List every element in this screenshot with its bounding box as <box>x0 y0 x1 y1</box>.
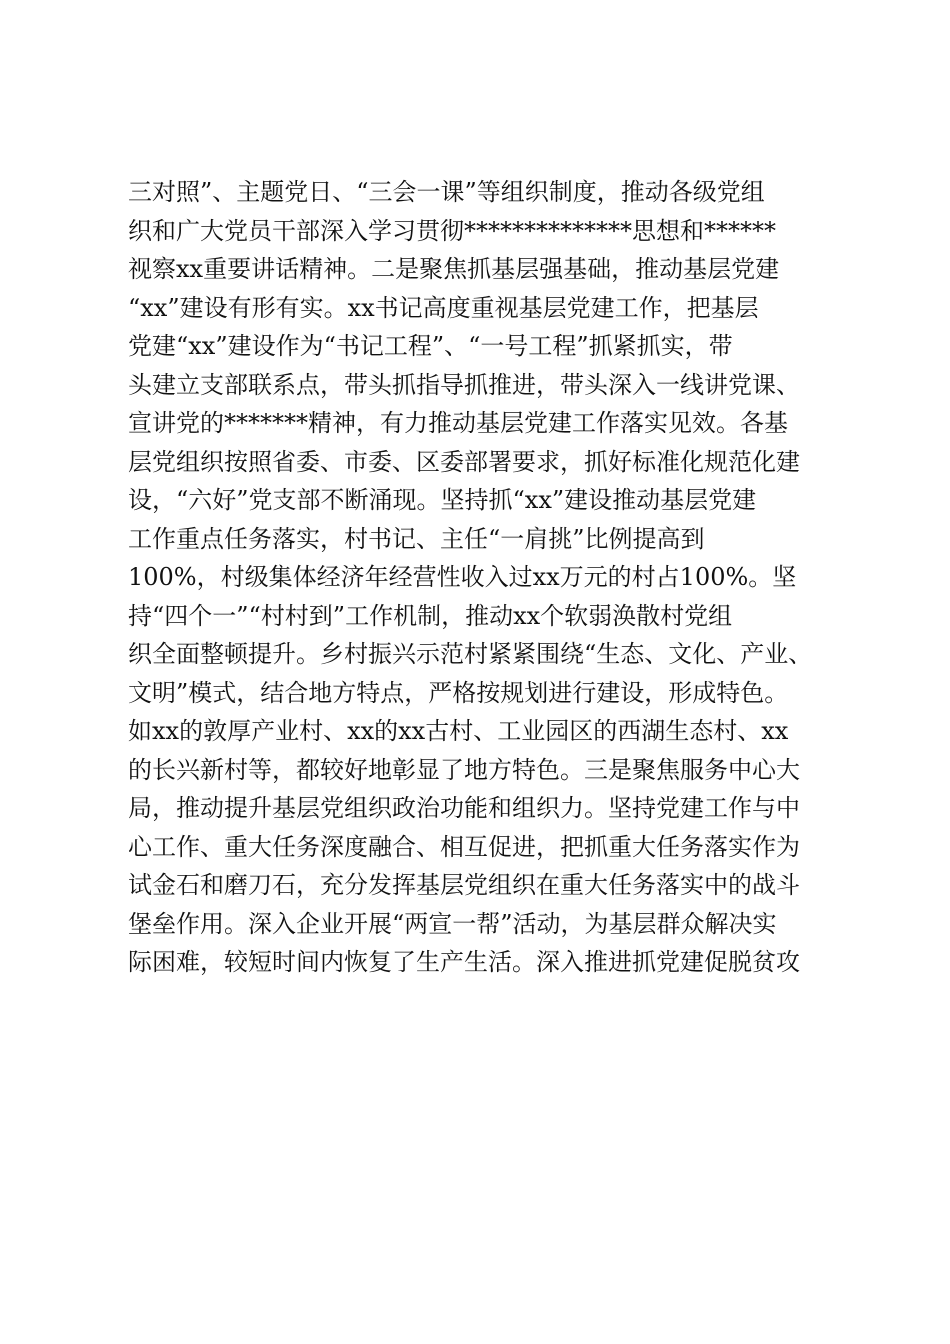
text-line: 设，“六好”党支部不断涌现。坚持抓“xx”建设推动基层党建 <box>128 486 757 514</box>
text-line: 堡垒作用。深入企业开展“两宣一帮”活动，为基层群众解决实 <box>128 909 777 938</box>
text-line: 的长兴新村等，都较好地彰显了地方特色。三是聚焦服务中心大 <box>128 755 800 784</box>
text-line: 际困难，较短时间内恢复了生产生活。深入推进抓党建促脱贫攻 <box>128 948 800 976</box>
body-text <box>128 173 848 982</box>
text-line: 试金石和磨刀石，充分发挥基层党组织在重大任务落实中的战斗 <box>128 871 800 899</box>
text-line: “xx”建设有形有实。xx书记高度重视基层党建工作，把基层 <box>128 293 759 322</box>
text-line: 头建立支部联系点，带头抓指导抓推进，带头深入一线讲党课、 <box>128 370 800 399</box>
text-line: 局，推动提升基层党组织政治功能和组织力。坚持党建工作与中 <box>128 794 800 822</box>
text-line: 宣讲党的*******精神，有力推动基层党建工作落实见效。各基 <box>128 409 788 437</box>
text-line: 心工作、重大任务深度融合、相互促进，把抓重大任务落实作为 <box>128 832 800 861</box>
text-line: 100%，村级集体经济年经营性收入过xx万元的村占100%。坚 <box>128 563 797 591</box>
text-line: 织和广大党员干部深入学习贯彻**************思想和****** <box>128 216 776 245</box>
text-line: 文明”模式，结合地方特点，严格按规划进行建设，形成特色。 <box>128 678 789 707</box>
text-line: 工作重点任务落实，村书记、主任“一肩挑”比例提高到 <box>128 524 705 553</box>
text-line: 视察xx重要讲话精神。二是聚焦抓基层强基础，推动基层党建 <box>128 255 780 283</box>
text-line: 如xx的敦厚产业村、xx的xx古村、工业园区的西湖生态村、xx <box>128 717 789 745</box>
text-line: 层党组织按照省委、市委、区委部署要求，抓好标准化规范化建 <box>128 447 800 476</box>
text-line: 三对照”、主题党日、“三会一课”等组织制度，推动各级党组 <box>128 178 765 206</box>
text-line: 织全面整顿提升。乡村振兴示范村紧紧围绕“生态、文化、产业、 <box>128 640 813 668</box>
text-line: 党建“xx”建设作为“书记工程”、“一号工程”抓紧抓实，带 <box>128 332 733 360</box>
text-line: 持“四个一”“村村到”工作机制，推动xx个软弱涣散村党组 <box>128 601 733 630</box>
